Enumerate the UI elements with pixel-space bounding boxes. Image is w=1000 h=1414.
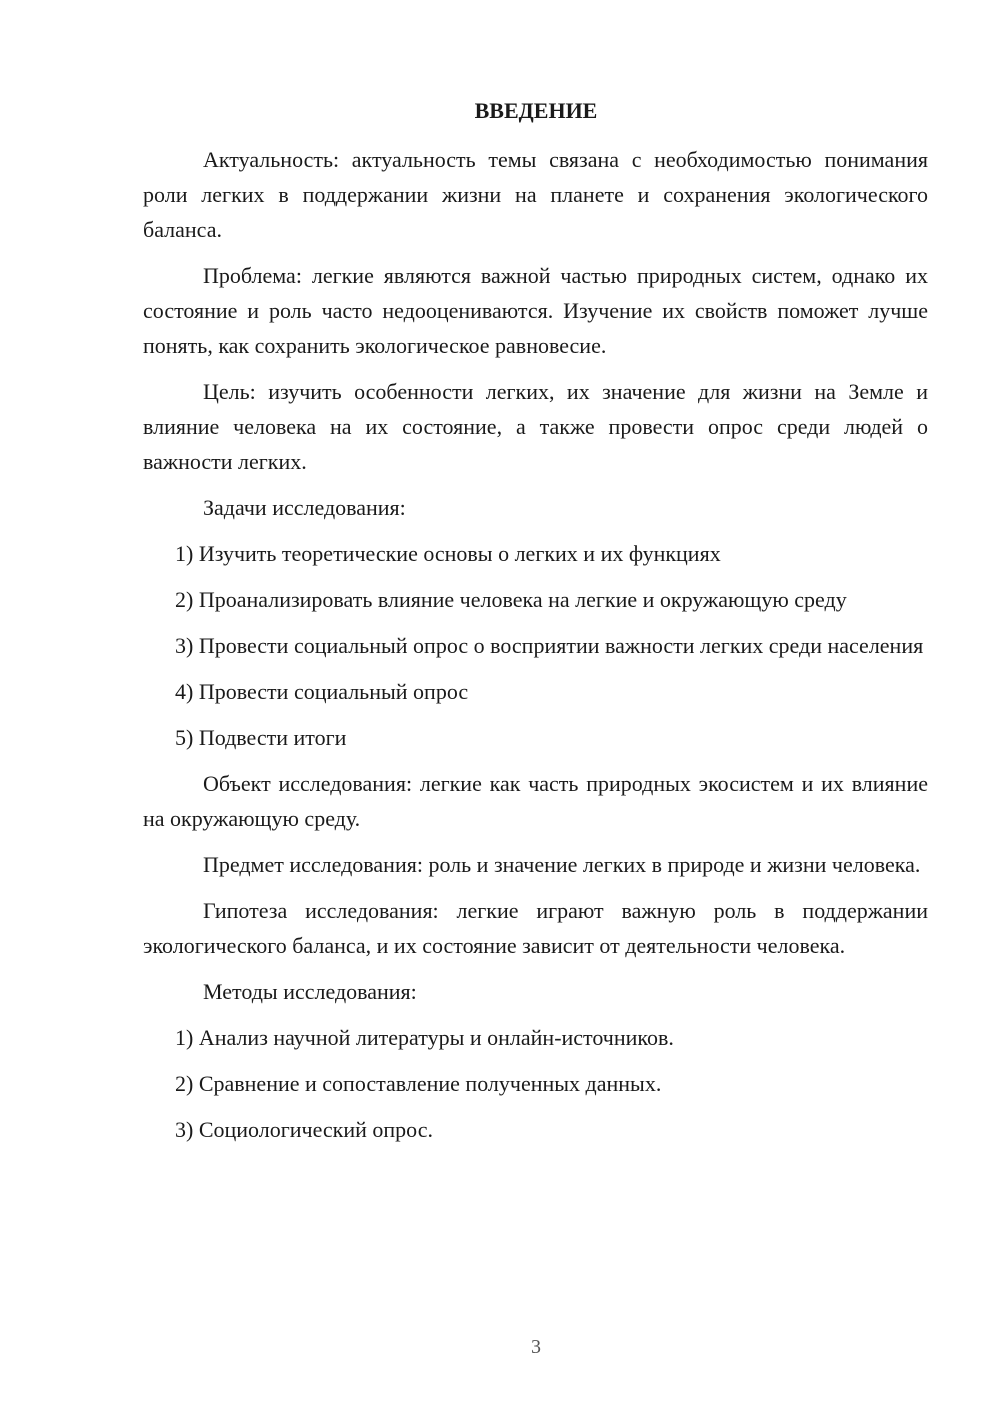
paragraph-problem: Проблема: легкие являются важной частью природных систем, однако их состояние и роль часто недооцениваются. Изучение их свойств поможет лучше понять, как сохранить экологическое равновесие.: [143, 263, 928, 358]
method-item: 2) Сравнение и сопоставление полученных данных.: [175, 1071, 662, 1096]
paragraph-object: Объект исследования: легкие как часть природных экосистем и их влияние на окружающую среду.: [143, 771, 928, 831]
task-item: 3) Провести социальный опрос о восприятии важности легких среди населения: [175, 633, 924, 658]
method-item: 1) Анализ научной литературы и онлайн-источников.: [175, 1025, 674, 1050]
page-number: 3: [531, 1336, 541, 1358]
paragraph-methods-heading: Методы исследования:: [203, 979, 417, 1004]
section-title: ВВЕДЕНИЕ: [474, 98, 598, 123]
task-item: 4) Провести социальный опрос: [175, 679, 469, 704]
task-item: 2) Проанализировать влияние человека на легкие и окружающую среду: [175, 587, 847, 612]
paragraph-hypothesis: Гипотеза исследования: легкие играют важную роль в поддержании экологического баланса, и их состояние зависит от деятельности человека.: [143, 898, 928, 958]
task-item: 5) Подвести итоги: [175, 725, 347, 750]
paragraph-goal: Цель: изучить особенности легких, их значение для жизни на Земле и влияние человека на их состояние, а также провести опрос среди людей о важности легких.: [143, 379, 928, 474]
task-item: 1) Изучить теоретические основы о легких и их функциях: [175, 541, 721, 566]
paragraph-tasks-heading: Задачи исследования:: [203, 495, 406, 520]
method-item: 3) Социологический опрос.: [175, 1117, 433, 1142]
paragraph-subject: Предмет исследования: роль и значение легких в природе и жизни человека.: [203, 852, 921, 877]
body-text: [143, 142, 928, 1158]
paragraph-relevance: Актуальность: актуальность темы связана с необходимостью понимания роли легких в поддержании жизни на планете и сохранения экологического баланса.: [143, 147, 928, 242]
